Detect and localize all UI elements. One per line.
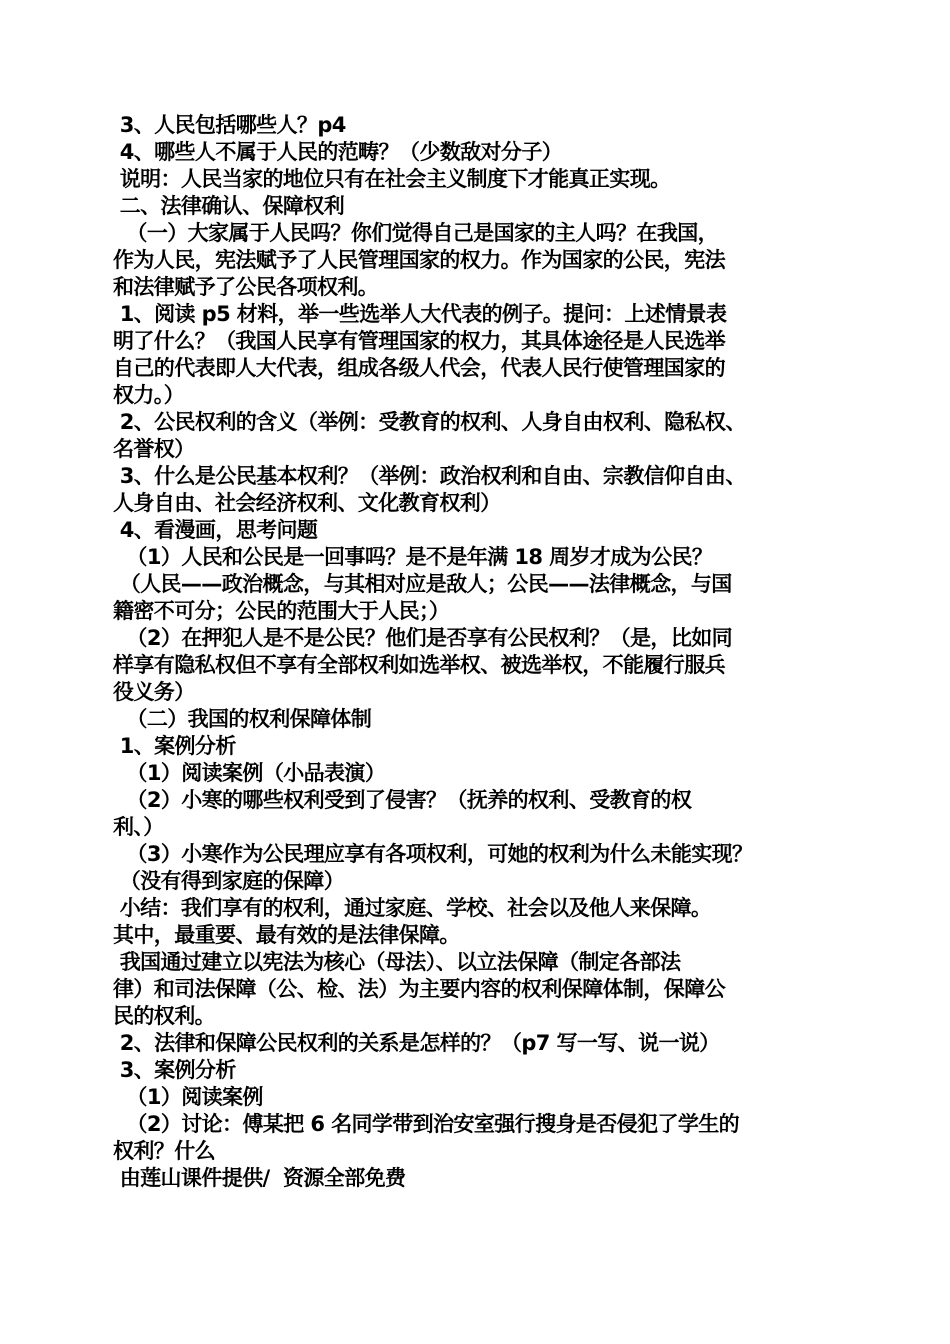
text-line: 权利？什么 xyxy=(113,1139,215,1163)
text-line: （人民——政治概念，与其相对应是敌人；公民——法律概念，与国 xyxy=(113,572,732,596)
document-body xyxy=(113,112,843,1192)
text-line: 和法律赋予了公民各项权利。 xyxy=(113,275,379,299)
text-line: 民的权利。 xyxy=(113,1004,215,1028)
text-line: （1）人民和公民是一回事吗？是不是年满 18 周岁才成为公民？ xyxy=(113,545,713,569)
text-line: 作为人民，宪法赋予了人民管理国家的权力。作为国家的公民，宪法 xyxy=(113,248,725,272)
text-line: 名誉权） xyxy=(113,437,195,461)
text-line: 3、案例分析 xyxy=(113,1058,236,1082)
text-line: （2）讨论：傅某把 6 名同学带到治安室强行搜身是否侵犯了学生的 xyxy=(113,1112,740,1136)
text-line: 律）和司法保障（公、检、法）为主要内容的权利保障体制，保障公 xyxy=(113,977,725,1001)
text-line: 样享有隐私权但不享有全部权利如选举权、被选举权，不能履行服兵 xyxy=(113,653,725,677)
text-line: 1、阅读 p5 材料，举一些选举人大代表的例子。提问：上述情景表 xyxy=(113,302,727,326)
text-line: 权力。） xyxy=(113,383,185,407)
text-line: 利、） xyxy=(113,815,164,839)
text-line: 1、案例分析 xyxy=(113,734,236,758)
text-line: 小结：我们享有的权利，通过家庭、学校、社会以及他人来保障。 xyxy=(113,896,712,920)
text-line: 明了什么？（我国人民享有管理国家的权力，其具体途径是人民选举 xyxy=(113,329,725,353)
text-line: （没有得到家庭的保障） xyxy=(113,869,345,893)
text-line: 我国通过建立以宪法为核心（母法）、以立法保障（制定各部法 xyxy=(113,950,681,974)
text-line: （3）小寒作为公民理应享有各项权利，可她的权利为什么未能实现？ xyxy=(113,842,753,866)
text-line: 2、法律和保障公民权利的关系是怎样的？（p7 写一写、说一说） xyxy=(113,1031,720,1055)
text-line: （1）阅读案例（小品表演） xyxy=(113,761,386,785)
text-line: 自己的代表即人大代表，组成各级人代会，代表人民行使管理国家的 xyxy=(113,356,725,380)
text-line: （1）阅读案例 xyxy=(113,1085,263,1109)
text-line: （2）小寒的哪些权利受到了侵害？（抚养的权利、受教育的权 xyxy=(113,788,692,812)
text-line: 4、看漫画，思考问题 xyxy=(113,518,318,542)
section-heading: 二、法律确认、保障权利 xyxy=(113,194,345,218)
text-line: 3、人民包括哪些人？p4 xyxy=(113,113,346,137)
text-line: 说明：人民当家的地位只有在社会主义制度下才能真正实现。 xyxy=(113,167,671,191)
text-line: 其中，最重要、最有效的是法律保障。 xyxy=(113,923,460,947)
text-line: 人身自由、社会经济权利、文化教育权利） xyxy=(113,491,501,515)
section-heading: （二）我国的权利保障体制 xyxy=(113,707,372,731)
text-line: 3、什么是公民基本权利？（举例：政治权利和自由、宗教信仰自由、 xyxy=(113,464,746,488)
text-line: 4、哪些人不属于人民的范畴？（少数敌对分子） xyxy=(113,140,563,164)
text-line: 役义务） xyxy=(113,680,195,704)
text-line: 籍密不可分；公民的范围大于人民；） xyxy=(113,599,450,623)
text-line: 2、公民权利的含义（举例：受教育的权利、人身自由权利、隐私权、 xyxy=(113,410,746,434)
text-line: （2）在押犯人是不是公民？他们是否享有公民权利？（是，比如同 xyxy=(113,626,733,650)
text-line: （一）大家属于人民吗？你们觉得自己是国家的主人吗？在我国， xyxy=(113,221,719,245)
footer-note: 由莲山课件提供/ 资源全部免费 xyxy=(113,1166,406,1190)
